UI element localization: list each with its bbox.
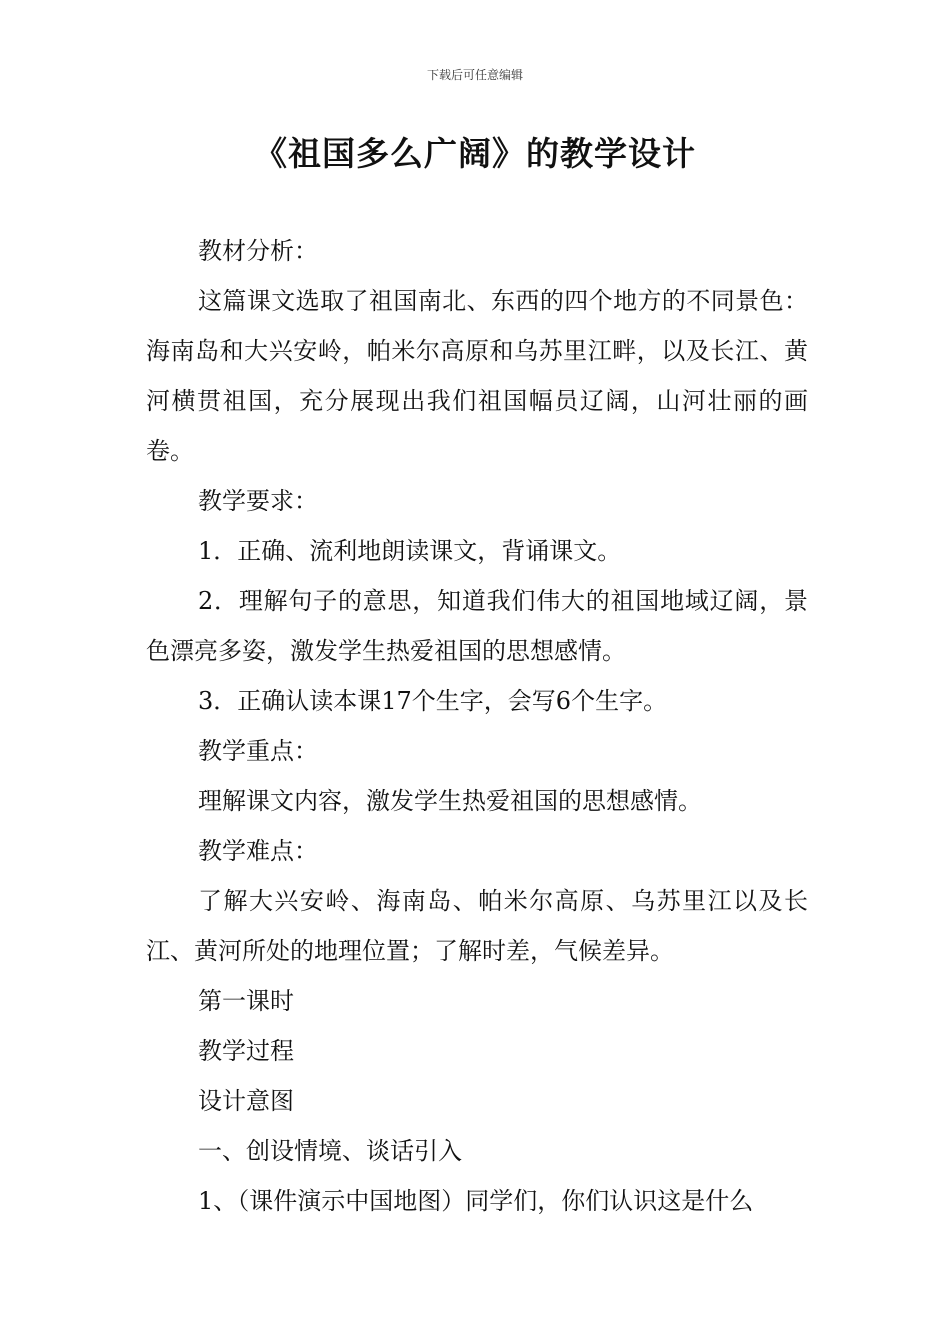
heading-first-lesson: 第一课时 [198, 987, 294, 1015]
paragraph-textbook-analysis: 这篇课文选取了祖国南北、东西的四个地方的不同景色：海南岛和大兴安岭，帕米尔高原和乌苏里江畔，以及长江、黄河横贯祖国，充分展现出我们祖国幅员辽阔，山河壮丽的画卷。 [146, 287, 808, 465]
paragraph-teaching-focus: 理解课文内容，激发学生热爱祖国的思想感情。 [198, 787, 702, 815]
requirement-item-3: 3．正确认读本课17个生字，会写6个生字。 [198, 687, 668, 715]
document-body [146, 226, 808, 1226]
page-header-note: 下载后可任意编辑 [426, 68, 523, 82]
requirement-item-1: 1．正确、流利地朗读课文，背诵课文。 [198, 537, 622, 565]
requirement-item-2: 2．理解句子的意思，知道我们伟大的祖国地域辽阔，景色漂亮多姿，激发学生热爱祖国的思想感情。 [146, 587, 808, 665]
heading-teaching-process: 教学过程 [198, 1037, 294, 1065]
heading-textbook-analysis: 教材分析： [198, 237, 318, 265]
heading-teaching-requirements: 教学要求： [198, 487, 318, 515]
paragraph-teaching-difficulty: 了解大兴安岭、海南岛、帕米尔高原、乌苏里江以及长江、黄河所处的地理位置；了解时差，气候差异。 [146, 887, 808, 965]
heading-teaching-focus: 教学重点： [198, 737, 318, 765]
heading-teaching-difficulty: 教学难点： [198, 837, 318, 865]
section-heading-1: 一、创设情境、谈话引入 [198, 1137, 462, 1165]
section-1-item-1: 1、（课件演示中国地图）同学们，你们认识这是什么 [198, 1187, 754, 1215]
document-title: 《祖国多么广阔》的教学设计 [254, 134, 696, 173]
heading-design-intent: 设计意图 [198, 1087, 294, 1115]
